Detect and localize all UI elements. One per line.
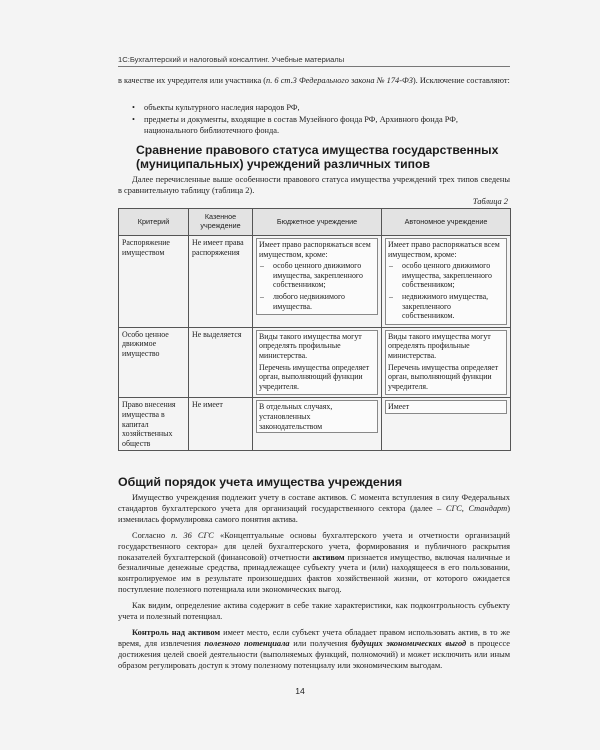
exception-list: [118, 103, 510, 137]
cell-autonomous: [382, 236, 511, 328]
cell-kazennoe: Не выделяется: [189, 327, 253, 398]
table-row: [119, 327, 511, 398]
cell-budget: [253, 398, 382, 451]
paragraph: Согласно п. 36 СГС «Концептуальные основы бухгалтерского учета и отчетности организаций государственного сектора» для целей бухгалтерского учета, формирования и публичного раскрытия показателей бухгалтерской (финансовой) отчетности активом признается имущество, включая наличные и безналичные денежные средства, принадлежащее субъекту учета и (или) находящееся в его пользовании, контролируемое им в результате произошедших фактов хозяйственной жизни, от которого ожидается поступление полезного потенциала или экономических выгод.: [118, 530, 511, 595]
dash-list: [259, 261, 375, 311]
header-criterion: Критерий: [119, 209, 189, 236]
table-row: [119, 236, 511, 328]
cell-criterion: Распоряжение имуществом: [119, 236, 189, 328]
list-item: – недвижимого имущества, закрепленного собственником.: [388, 292, 504, 321]
section-heading-comparison: Сравнение правового статуса имущества государственных (муниципальных) учреждений различных типов: [136, 143, 499, 171]
list-item: – особо ценного движимого имущества, закрепленного собственником;: [388, 261, 504, 290]
intro-paragraph: в качестве их учредителя или участника (п. 6 ст.3 Федерального закона № 174-ФЗ). Исключение составляют:: [118, 76, 510, 85]
paragraph: Имущество учреждения подлежит учету в составе активов. С момента вступления в силу Федеральных стандартов бухгалтерского учета для организаций государственного сектора (далее – СГС, Стандарт) изменилась формулировка самого понятия актива.: [118, 493, 510, 524]
running-header: 1С:Бухгалтерский и налоговый консалтинг. Учебные материалы: [118, 55, 510, 67]
cell-budget: [253, 236, 382, 328]
cell-box: Имеет: [385, 400, 507, 414]
table-caption: Таблица 2: [472, 197, 508, 206]
paragraph: Контроль над активом имеет место, если субъект учета обладает правом использовать актив, в то же время, для извлечения полезного потенциала или получения будущих экономических выгод в процессе достижения целей своей деятельности (выполняемых функций, полномочий) и может исключить или иным образом регулировать доступ к этому полезному потенциалу или экономическим выгодам.: [118, 627, 510, 670]
cell-kazennoe: Не имеет права распоряжения: [189, 236, 253, 328]
law-citation: п. 6 ст.3 Федерального закона № 174-ФЗ: [266, 76, 413, 85]
paragraph: Как видим, определение актива содержит в себе такие характеристики, как подконтрольность субъекту учета и полезный потенциал.: [118, 601, 510, 622]
section-heading-accounting: Общий порядок учета имущества учреждения: [118, 475, 403, 489]
cell-kazennoe: Не имеет: [189, 398, 253, 451]
table-header-row: [119, 209, 511, 236]
header-kazennoe: Казенное учреждение: [189, 209, 253, 236]
cell-box: Имеет право распоряжаться всем имуществом, кроме: – особо ценного движимого имущества, закрепленного собственником; – недвижимого имущества, закрепленного собственником.: [385, 238, 507, 325]
cell-box: Виды такого имущества могут определять профильные министерства. Перечень имущества определяет орган, выполняющий функции учредителя.: [256, 330, 378, 396]
cell-box: Имеет право распоряжаться всем имуществом, кроме: – особо ценного движимого имущества, закрепленного собственником; – любого недвижимого имущества.: [256, 238, 378, 315]
list-item: – особо ценного движимого имущества, закрепленного собственником;: [259, 261, 375, 290]
list-item: • предметы и документы, входящие в состав Музейного фонда РФ, Архивного фонда РФ, национального библиотечного фонда.: [118, 115, 510, 137]
cell-criterion: Право внесения имущества в капитал хозяйственных обществ: [119, 398, 189, 451]
accounting-body: [118, 493, 510, 677]
header-autonomous: Автономное учреждение: [382, 209, 511, 236]
list-item: – любого недвижимого имущества.: [259, 292, 375, 311]
cell-box: В отдельных случаях, установленных законодательством: [256, 400, 378, 433]
header-budget: Бюджетное учреждение: [253, 209, 382, 236]
comparison-intro-paragraph: Далее перечисленные выше особенности правового статуса имущества учреждений трех типов сведены в сравнительную таблицу (таблица 2).: [118, 175, 510, 195]
cell-autonomous: [382, 327, 511, 398]
cell-autonomous: [382, 398, 511, 451]
cell-criterion: Особо ценное движимое имущество: [119, 327, 189, 398]
dash-list: [388, 261, 504, 321]
page-number: 14: [295, 686, 305, 696]
table-row: [119, 398, 511, 451]
comparison-table: [118, 208, 511, 451]
cell-budget: [253, 327, 382, 398]
cell-box: Виды такого имущества могут определять профильные министерства. Перечень имущества определяет орган, выполняющий функции учредителя.: [385, 330, 507, 396]
list-item: • объекты культурного наследия народов РФ,: [118, 103, 510, 114]
